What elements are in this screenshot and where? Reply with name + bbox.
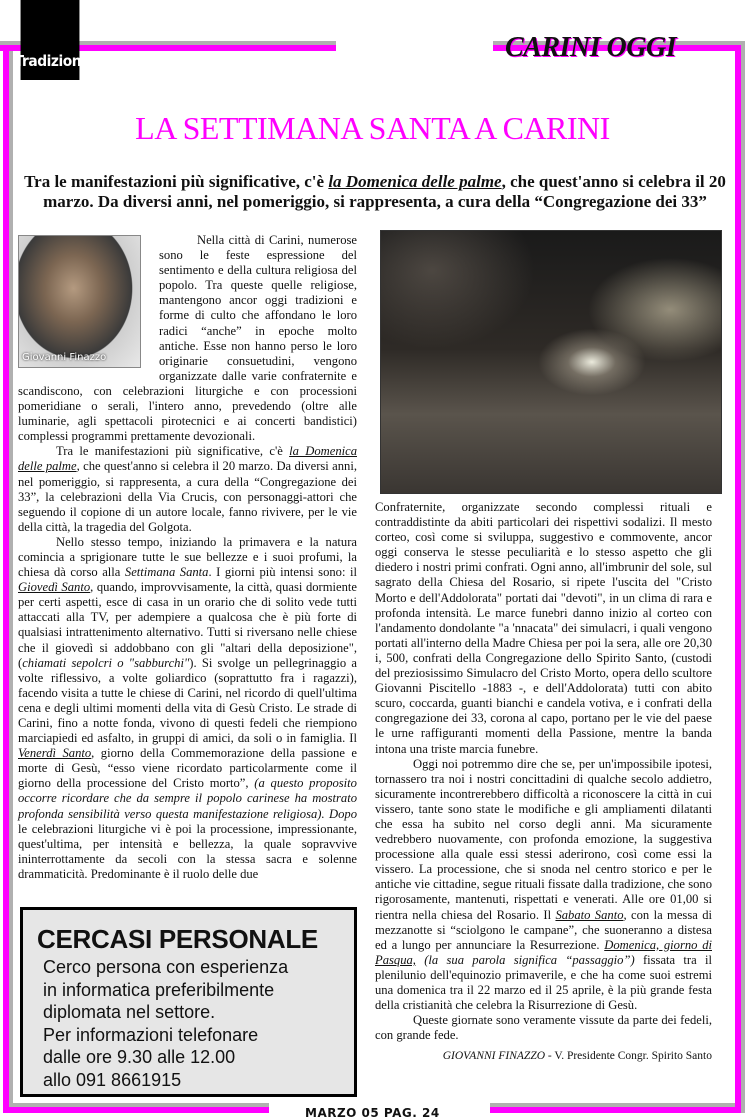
frame-bottom-right — [490, 1107, 741, 1113]
text: Tra le manifestazioni più significative, c'è — [56, 444, 290, 459]
text: , giorno della Commemorazione della passione e morte di Gesù, “esso viene ricordato particolarmente come il giorno della processione del Cristo morto”, — [18, 746, 357, 791]
author-portrait — [18, 235, 141, 368]
emphasis: (la sua parola significa “passaggio”) — [424, 952, 635, 967]
text: fissata tra il plenilunio dell'equinozio primaverile, e che ha come suoi estremi una domenica tra il 22 marzo ed il 25 aprile, è la più grande festa della cristianità che celebra la Risurrezione di Gesù. — [375, 952, 712, 1013]
advert-line: Cerco persona con esperienza — [43, 957, 289, 977]
article-subtitle — [20, 172, 730, 212]
job-advert — [20, 907, 357, 1097]
emphasis: la Domenica delle palme — [18, 444, 357, 474]
advert-phone: allo 091 8661915 — [43, 1069, 182, 1090]
text: Oggi noi potremmo dire che se, per un'impossibile ipotesi, tornassero tra noi i nostri concittadini di qualche secolo addietro, sicuramente incontrerebbero difficoltà a riconoscere la città in cui vissero, tante sono state le modifiche e gli ampliamenti dilatanti che essa ha subito nel corso degli anni. Ma sicuramente vedrebbero nuovamente, con profonda emozione, la suggestiva processione alla quale essi stessi aderirono, così come essi la vissero. La processione, che si snoda nel centro storico e per le antiche vie cittadine, segue rituali fissate dalla tradizione, che sono rigorosamente, mantenuti, rispettati e venerati. Alle ore 01,00 si rientra nella chiesa del Rosario. Il — [375, 756, 712, 922]
paragraph: Queste giornate sono veramente vissute da parte dei fedeli, con grande fede. — [375, 1013, 712, 1043]
text: , con la messa di mezzanotte si “sciolgono le campane”, che suoneranno a distesa ed a lungo per annunciare la Resurrezione. — [375, 907, 712, 952]
article-column-right — [375, 500, 712, 1064]
text: , che quest'anno si celebra il 20 marzo. Da diversi anni, nel pomeriggio, si rappresenta, a cura della “Congregazione dei 33”, la celebrazioni della Via Crucis, con personaggi-attori che seguendo il copione di un autore locale, fanno rivivere, per le vie della città, la tragedia del Golgota. — [18, 459, 357, 534]
author-role: - V. Presidente Congr. Spirito Santo — [545, 1050, 712, 1063]
text: Nello stesso tempo, iniziando la primavera e la natura comincia a sprigionare tutte le sue bellezze e i suoi profumi, la chiesa dà corso alla — [18, 534, 357, 580]
advert-line: Per informazioni telefonare — [43, 1024, 259, 1045]
paragraph: Confraternite, organizzate secondo complessi rituali e contraddistinte da abiti particolari dei rispettivi sodalizi. Il mesto corteo, così come si sviluppa, suggestivo e commovente, ancor oggi conserva le stesse peculiarità e lo stesso aspetto che gli diedero i nostri primi confrati. Ogni anno, all'imbrunir del sole, sul sagrato della Chiesa del Rosario, si ripete l'uscita del "Cristo Morto e dell'Addolorata" portati dai "devoti", in un clima di rara e profonda intensità. Le marce funebri danno inizio al corteo con l'andamento dondolante "a 'nnacata" dei simulacri, i quali vengono portati all'interno della Madre Chiesa per poi la sera, alle ore 20,30 i, 500, confrati della Congregazione dello Spirito Santo, (custodi del preziosissimo Simulacro del Cristo Morto, opera dello scultore Giovanni Piscitello -1883 -, e dell'Addolorata) tutti con abito scuro, coccarda, guanti bianchi e candela votiva, e i confrati della congregazione dei 33, corona al capo, portano per le vie del paese le urne raffiguranti momenti della Passione, mentre la banda intona una triste marcia funebre. — [375, 500, 712, 756]
emphasis: Venerdì Santo — [18, 746, 92, 761]
frame-shadow-left — [9, 51, 13, 1104]
advert-line: diplomata nel settore. — [43, 1002, 216, 1022]
author-signature — [375, 1049, 712, 1064]
author-name: GIOVANNI FINAZZO — [442, 1050, 546, 1063]
section-tag: Tradizioni — [21, 0, 80, 80]
advert-line: in informatica preferibilmente — [43, 979, 275, 1000]
frame-bottom-left — [3, 1107, 269, 1113]
paragraph — [18, 444, 357, 535]
subtitle-text: , che quest'anno si celebra il 20 marzo. Da diversi anni, nel pomeriggio, si rappresenta, a cura della “Congregazione dei 33” — [43, 172, 726, 211]
article-title: LA SETTIMANA SANTA A CARINI — [135, 110, 610, 146]
advert-line: dalle ore 9.30 alle 12.00 — [43, 1047, 236, 1067]
portrait-caption: Giovanni Finazzo — [22, 351, 107, 363]
article-column-left — [18, 233, 357, 882]
subtitle-emphasis: la Domenica delle palme — [328, 172, 502, 191]
text: le celebrazioni liturgiche vi è poi la processione, impressionante, quest'ultima, per intensità e bellezza, la quale sopravvive ininterrottamente da secoli con la stessa sacra e solenne drammaticità. Predominante è il ruolo delle due — [18, 821, 357, 881]
paragraph — [375, 757, 712, 1014]
text — [416, 953, 424, 967]
emphasis: Settimana Santa — [124, 565, 209, 580]
subtitle-text: Tra le manifestazioni più significative, c'è — [24, 172, 329, 191]
text: , quando, improvvisamente, la città, quasi dormiente per certi aspetti, esce di casa in un orario che di solito vede tutti attaccati alla TV, per adempiere a qualcosa che è più forte di qualsiasi intrattenimento alternativo. Tutti si riversano nelle chiese che il giovedì si addobbano con gli "altari della deposizione", ( — [18, 580, 358, 670]
frame-shadow-right — [741, 45, 745, 1113]
paragraph — [18, 535, 357, 882]
advert-heading: CERCASI PERSONALE — [37, 924, 318, 954]
emphasis: Giovedì Santo — [18, 580, 91, 595]
paragraph: Nella città di Carini, numerose sono le feste espressione del sentimento e della cultura religiosa del popolo. Tra queste quelle religiose, mantengono ancor oggi tradizioni e forme di culto che affondano le loro radici “anche” in epoche molto antiche. Esse non hanno perso le loro originarie consuetudini, vengono organizzate dalle varie confraternite e scandiscono, con celebrazioni liturgiche e con processioni pomeridiane o serali, l'intero anno, prevedendo (oltre alle luminarie, agli spettacoli pirotecnici e ai concerti bandistici) complessi programmi prettamente devozionali. — [18, 233, 357, 444]
magazine-logo: CARINI OGGI — [505, 32, 677, 63]
emphasis: Domenica, giorno di Pasqua, — [375, 937, 712, 967]
text: . I giorni più intensi sono: il — [208, 565, 357, 580]
emphasis: (a questo proposito occorre ricordare che da sempre il popolo carinese ha mostrato profonda sensibilità verso questa manifestazione religiosa). Dopo — [18, 776, 357, 821]
emphasis: Sabato Santo — [555, 907, 624, 922]
emphasis: chiamati sepolcri o "sabburchi" — [22, 655, 190, 670]
text: ). Si svolge un pellegrinaggio a volte riflessivo, a volte goliardico (soprattutto fra i ragazzi), facendo visita a tutte le chiese di Carini, nel ricordo di quell'ultima cena e degli ultimi momenti della vita di Gesù Cristo. Le strade di Carini, fino a notte fonda, vivono di questi fedeli che riempiono marciapiedi ed asfalto, in gruppi di amici, da soli o in famiglia. Il — [18, 655, 357, 746]
procession-photo — [380, 230, 722, 494]
page-footer: MARZO 05 PAG. 24 — [305, 1106, 440, 1120]
